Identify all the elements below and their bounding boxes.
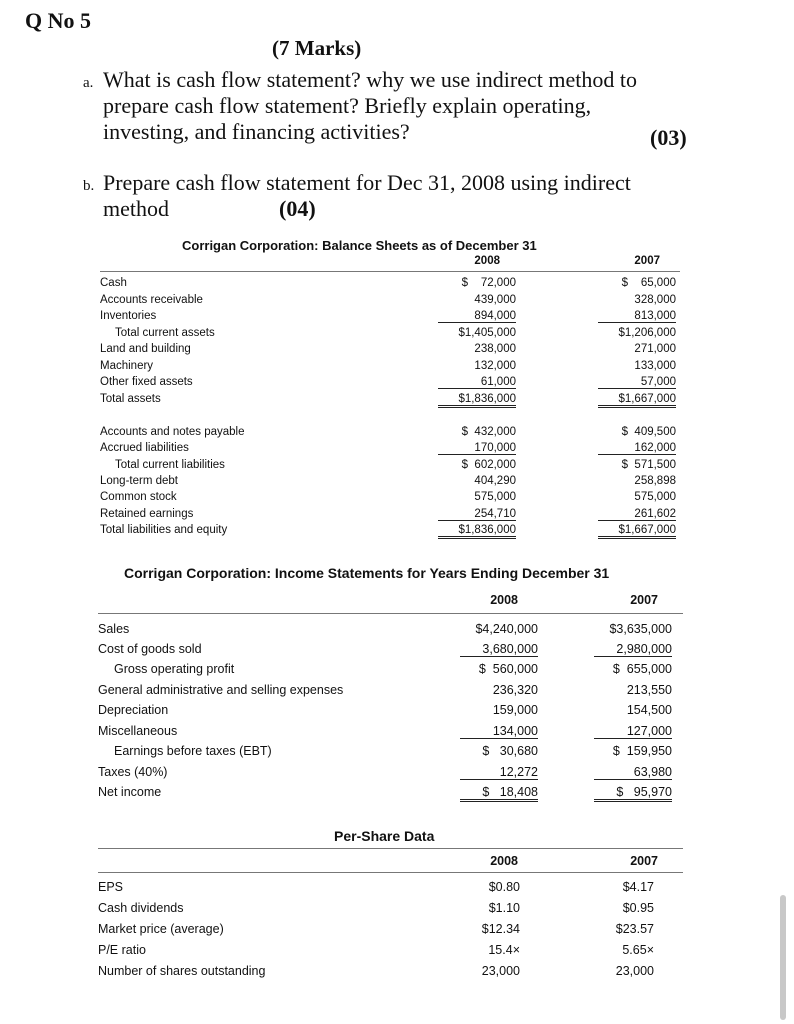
value-2008: $ 432,000: [461, 426, 516, 438]
income-statement-col-2008: 2008: [490, 593, 518, 607]
row-label: Total current assets: [115, 327, 215, 339]
row-label: Taxes (40%): [98, 765, 168, 779]
row-label: Machinery: [100, 360, 154, 372]
row-label: Cash: [100, 277, 127, 289]
row-label: P/E ratio: [98, 943, 146, 957]
part-b-letter: b.: [83, 178, 95, 194]
value-2007: 57,000: [598, 376, 676, 389]
row-label: Sales: [98, 622, 130, 636]
value-2008: 132,000: [474, 360, 516, 372]
balance-sheet: [100, 238, 680, 548]
row-label: Other fixed assets: [100, 376, 193, 388]
table-row: [100, 327, 680, 343]
value-2008: 894,000: [438, 310, 516, 323]
value-2007: 23,000: [615, 964, 654, 978]
question-number: Q No 5: [25, 8, 91, 33]
table-row: [98, 880, 683, 896]
table-row: [100, 294, 680, 310]
value-2008: $1,836,000: [438, 393, 516, 408]
value-2007: 813,000: [598, 310, 676, 323]
table-row: [98, 662, 683, 678]
table-row: [98, 703, 683, 719]
per-share-col-2008: 2008: [490, 854, 518, 868]
part-a-letter: a.: [83, 75, 94, 91]
table-row: [98, 943, 683, 959]
table-row: [98, 744, 683, 760]
row-label: Long-term debt: [100, 475, 178, 487]
balance-sheet-title: Corrigan Corporation: Balance Sheets as of December 31: [182, 238, 537, 253]
value-2008: 23,000: [481, 964, 520, 978]
row-label: Net income: [98, 785, 162, 799]
value-2008: 170,000: [438, 442, 516, 455]
value-2008: $ 602,000: [461, 459, 516, 471]
per-share-header-rule: [98, 872, 683, 873]
value-2007: $ 95,970: [594, 785, 672, 802]
value-2007: $1,667,000: [598, 393, 676, 408]
table-row: [100, 426, 680, 442]
value-2008: $1,405,000: [458, 327, 516, 339]
value-2008: 159,000: [492, 703, 538, 717]
table-row: [100, 475, 680, 491]
row-label: Market price (average): [98, 922, 224, 936]
part-a-line-1: What is cash flow statement? why we use indirect method to: [103, 67, 637, 92]
value-2007: 63,980: [594, 765, 672, 780]
part-a-line-3: investing, and financing activities?: [103, 119, 410, 144]
table-row: [100, 524, 680, 540]
value-2007: 213,550: [626, 683, 672, 697]
income-statement-header-rule: [98, 613, 683, 614]
row-label: Cash dividends: [98, 901, 184, 915]
row-label: Total liabilities and equity: [100, 524, 228, 536]
balance-sheet-col-2008: 2008: [474, 255, 500, 267]
value-2007: 271,000: [634, 343, 676, 355]
income-statement-col-2007: 2007: [630, 593, 658, 607]
value-2008: 575,000: [474, 491, 516, 503]
value-2008: $12.34: [481, 922, 520, 936]
row-label: Miscellaneous: [98, 724, 178, 738]
value-2007: $ 409,500: [621, 426, 676, 438]
part-b-marks: (04): [279, 196, 316, 221]
value-2007: 133,000: [634, 360, 676, 372]
value-2008: 404,290: [474, 475, 516, 487]
table-row: [98, 785, 683, 801]
value-2007: $4.17: [622, 880, 654, 894]
row-label: Total assets: [100, 393, 161, 405]
row-label: Total current liabilities: [115, 459, 225, 471]
table-row: [100, 310, 680, 326]
table-row: [98, 724, 683, 740]
row-label: Accounts receivable: [100, 294, 203, 306]
balance-sheet-header-rule: [100, 271, 680, 272]
value-2008: $0.80: [488, 880, 520, 894]
value-2008: 254,710: [438, 508, 516, 521]
value-2008: $ 18,408: [460, 785, 538, 802]
row-label: EPS: [98, 880, 124, 894]
value-2008: $1,836,000: [438, 524, 516, 539]
part-b-line-1: Prepare cash flow statement for Dec 31, 2008 using indirect: [103, 170, 631, 195]
part-b: [83, 170, 743, 222]
per-share-col-2007: 2007: [630, 854, 658, 868]
per-share-title: Per-Share Data: [334, 828, 435, 844]
value-2008: $1.10: [488, 901, 520, 915]
value-2007: 127,000: [594, 724, 672, 739]
table-row: [100, 393, 680, 409]
row-label: Retained earnings: [100, 508, 194, 520]
row-label: Depreciation: [98, 703, 169, 717]
value-2007: 261,602: [598, 508, 676, 521]
row-label: Inventories: [100, 310, 157, 322]
row-label: Earnings before taxes (EBT): [114, 744, 272, 758]
value-2008: 238,000: [474, 343, 516, 355]
table-row: [98, 642, 683, 658]
row-label: Common stock: [100, 491, 177, 503]
value-2007: $0.95: [622, 901, 654, 915]
value-2007: $ 159,950: [612, 744, 672, 758]
table-row: [100, 360, 680, 376]
row-label: Number of shares outstanding: [98, 964, 266, 978]
row-label: Accrued liabilities: [100, 442, 189, 454]
value-2008: 439,000: [474, 294, 516, 306]
part-a-marks: (03): [650, 125, 687, 150]
value-2007: 154,500: [626, 703, 672, 717]
value-2008: $ 30,680: [482, 744, 538, 758]
value-2007: $23.57: [615, 922, 654, 936]
income-statement: [98, 565, 683, 815]
balance-sheet-col-2007: 2007: [634, 255, 660, 267]
value-2008: $ 72,000: [461, 277, 516, 289]
table-row: [100, 508, 680, 524]
value-2007: 328,000: [634, 294, 676, 306]
part-b-line-2: method: [103, 196, 169, 221]
value-2007: $3,635,000: [609, 622, 672, 636]
value-2008: $ 560,000: [478, 662, 538, 676]
table-row: [100, 442, 680, 458]
value-2007: 258,898: [634, 475, 676, 487]
table-row: [100, 376, 680, 392]
value-2007: $ 65,000: [621, 277, 676, 289]
scrollbar[interactable]: [780, 895, 786, 1020]
value-2008: 12,272: [460, 765, 538, 780]
table-row: [100, 459, 680, 475]
value-2007: $ 571,500: [621, 459, 676, 471]
table-row: [98, 922, 683, 938]
value-2008: 3,680,000: [460, 642, 538, 657]
value-2007: $ 655,000: [612, 662, 672, 676]
value-2007: $1,206,000: [618, 327, 676, 339]
part-a: [83, 67, 743, 145]
total-marks: (7 Marks): [272, 36, 362, 60]
value-2007: 162,000: [598, 442, 676, 455]
value-2008: 134,000: [460, 724, 538, 739]
value-2007: 2,980,000: [594, 642, 672, 657]
table-row: [98, 765, 683, 781]
table-row: [98, 901, 683, 917]
row-label: Accounts and notes payable: [100, 426, 245, 438]
row-label: General administrative and selling expenses: [98, 683, 344, 697]
table-row: [100, 343, 680, 359]
value-2008: 236,320: [492, 683, 538, 697]
table-row: [98, 964, 683, 980]
value-2007: 575,000: [634, 491, 676, 503]
part-a-line-2: prepare cash flow statement? Briefly explain operating,: [103, 93, 592, 118]
row-label: Land and building: [100, 343, 191, 355]
value-2007: $1,667,000: [598, 524, 676, 539]
per-share-data: [98, 826, 683, 986]
table-row: [100, 491, 680, 507]
value-2008: 15.4×: [488, 943, 520, 957]
value-2008: $4,240,000: [475, 622, 538, 636]
table-row: [98, 683, 683, 699]
table-row: [98, 622, 683, 638]
row-label: Cost of goods sold: [98, 642, 202, 656]
value-2008: 61,000: [438, 376, 516, 389]
table-row: [100, 277, 680, 293]
value-2007: 5.65×: [622, 943, 654, 957]
per-share-top-rule: [98, 848, 683, 849]
income-statement-title: Corrigan Corporation: Income Statements for Years Ending December 31: [124, 565, 610, 581]
row-label: Gross operating profit: [114, 662, 235, 676]
